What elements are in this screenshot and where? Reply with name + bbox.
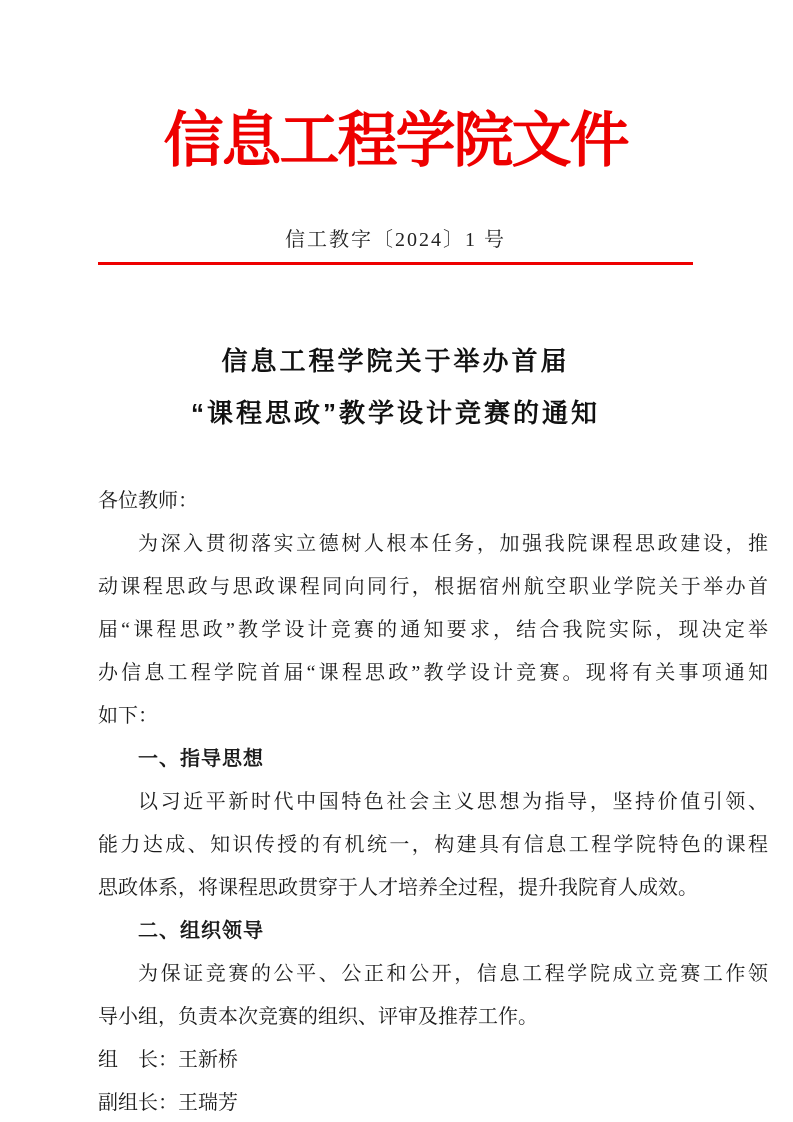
body-line: 为深入贯彻落实立德树人根本任务，加强我院课程思政建设，推 [138,533,768,555]
section-heading: 二、组织领导 [138,920,264,942]
body-line: 组 长：王新桥 [98,1049,238,1071]
body-line: 能力达成、知识传授的有机统一，构建具有信息工程学院特色的课程 [98,834,768,856]
red-divider-line [98,262,693,265]
document-title-line-1: 信息工程学院关于举办首届 [221,346,570,376]
document-body [98,480,768,1122]
section-heading: 一、指导思想 [138,748,264,770]
document-title-line-2: “课程思政”教学设计竞赛的通知 [190,398,600,428]
document-header-title: 信息工程学院文件 [163,108,628,174]
body-line: 导小组，负责本次竞赛的组织、评审及推荐工作。 [98,1006,538,1028]
body-line: 以习近平新时代中国特色社会主义思想为指导，坚持价值引领、 [138,791,768,813]
body-line: 如下： [98,705,158,727]
body-line: 办信息工程学院首届“课程思政”教学设计竞赛。现将有关事项通知 [98,662,768,684]
document-title [98,335,693,439]
body-line: 各位教师： [98,490,198,512]
body-line: 副组长：王瑞芳 [98,1092,238,1114]
body-line: 思政体系，将课程思政贯穿于人才培养全过程，提升我院育人成效。 [98,877,698,899]
body-line: 为保证竞赛的公平、公正和公开，信息工程学院成立竞赛工作领 [138,963,768,985]
body-line: 动课程思政与思政课程同向同行，根据宿州航空职业学院关于举办首 [98,576,768,598]
document-head-column [98,98,693,439]
document-number: 信工教字〔2024〕1 号 [285,229,506,251]
body-line: 届“课程思政”教学设计竞赛的通知要求，结合我院实际，现决定举 [98,619,768,641]
